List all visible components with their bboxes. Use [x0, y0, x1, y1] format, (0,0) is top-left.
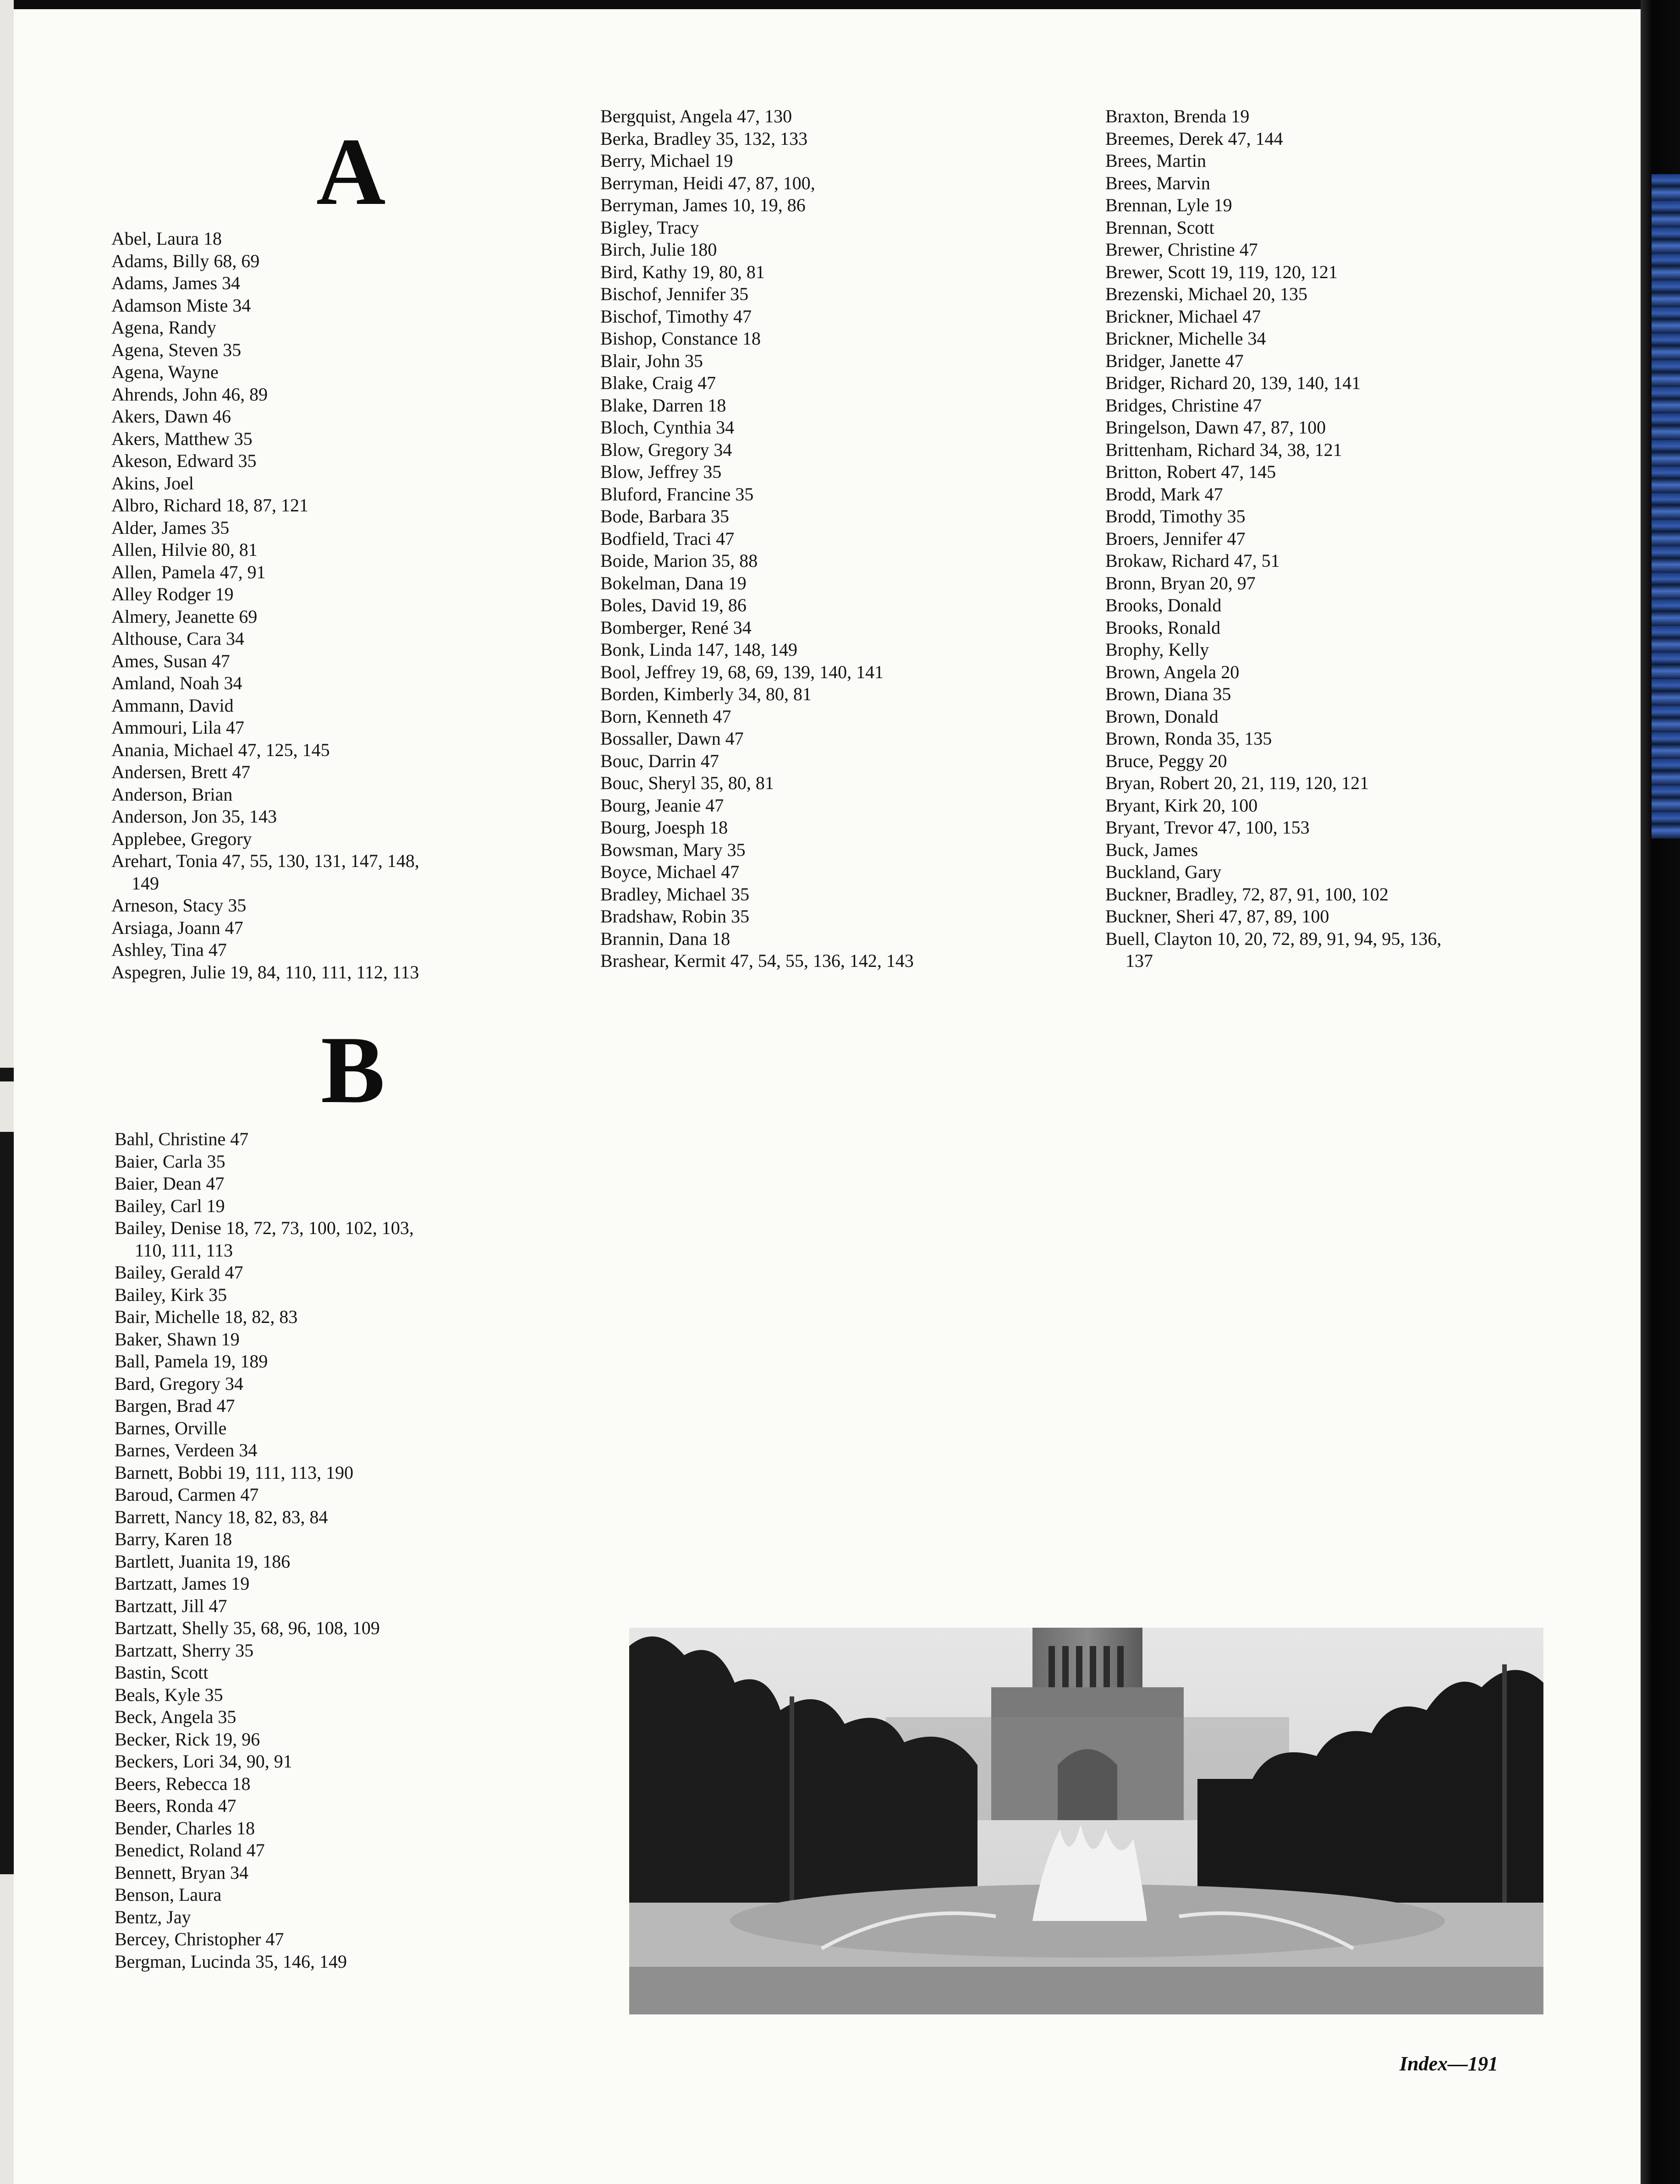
col3-index-entry: Britton, Robert 47, 145: [1105, 461, 1276, 482]
b-index-entry: Baier, Dean 47: [115, 1173, 225, 1194]
b-index-entry: Bailey, Gerald 47: [115, 1262, 243, 1283]
a-index-entry: Adamson Miste 34: [111, 295, 251, 316]
col2-index-entry: Berry, Michael 19: [600, 150, 733, 171]
col2-index-entry: Brannin, Dana 18: [600, 928, 730, 949]
section-letter-a: A: [316, 119, 386, 225]
a-index-entry: Allen, Hilvie 80, 81: [111, 539, 258, 560]
index-column-2: [600, 105, 939, 972]
col3-index-entry: Brown, Ronda 35, 135: [1105, 728, 1272, 749]
col2-index-entry: Bowsman, Mary 35: [600, 839, 746, 860]
b-index-entry: Bailey, Denise 18, 72, 73, 100, 102, 103, 110, 111, 113: [115, 1218, 414, 1261]
col3-index-entry: Brees, Marvin: [1105, 172, 1210, 193]
col2-index-entry: Boide, Marion 35, 88: [600, 550, 758, 571]
index-column-3: [1105, 105, 1444, 972]
b-index-entry: Baker, Shawn 19: [115, 1328, 240, 1350]
col3-index-entry: Brezenski, Michael 20, 135: [1105, 284, 1307, 304]
col2-index-entry: Birch, Julie 180: [600, 239, 717, 260]
a-index-entry: Aspegren, Julie 19, 84, 110, 111, 112, 113: [111, 961, 419, 982]
a-index-entry: Andersen, Brett 47: [111, 762, 251, 782]
col2-index-entry: Bischof, Jennifer 35: [600, 284, 749, 304]
b-index-entry: Bard, Gregory 34: [115, 1373, 244, 1394]
a-index-entry: Agena, Randy: [111, 317, 216, 338]
b-index-entry: Barnes, Orville: [115, 1417, 227, 1438]
col2-index-entry: Bluford, Francine 35: [600, 483, 754, 505]
b-index-entry: Barry, Karen 18: [115, 1529, 232, 1549]
b-index-entry: Bartlett, Juanita 19, 186: [115, 1551, 291, 1572]
col2-index-entry: Bouc, Darrin 47: [600, 750, 719, 771]
b-index-entry: Barnes, Verdeen 34: [115, 1440, 258, 1460]
a-index-entry: Amland, Noah 34: [111, 673, 242, 693]
b-index-entry: Baroud, Carmen 47: [115, 1484, 259, 1505]
col3-index-entry: Buck, James: [1105, 839, 1198, 860]
col2-index-entry: Boyce, Michael 47: [600, 862, 740, 882]
col2-index-entry: Bird, Kathy 19, 80, 81: [600, 261, 765, 282]
col2-index-entry: Bradley, Michael 35: [600, 883, 750, 905]
col2-index-entry: Bloch, Cynthia 34: [600, 417, 735, 438]
a-index-entry: Allen, Pamela 47, 91: [111, 561, 266, 582]
b-index-entry: Beers, Rebecca 18: [115, 1773, 251, 1794]
col2-index-entry: Bishop, Constance 18: [600, 328, 761, 349]
a-index-entry: Agena, Steven 35: [111, 339, 242, 360]
col2-index-entry: Born, Kenneth 47: [600, 706, 731, 727]
b-index-entry: Becker, Rick 19, 96: [115, 1729, 260, 1750]
a-index-entry: Arehart, Tonia 47, 55, 130, 131, 147, 148, 149: [111, 851, 419, 894]
col3-index-entry: Brewer, Scott 19, 119, 120, 121: [1105, 261, 1338, 282]
col2-index-entry: Bergquist, Angela 47, 130: [600, 106, 792, 126]
col2-index-entry: Bossaller, Dawn 47: [600, 728, 744, 749]
col2-index-entry: Bomberger, René 34: [600, 617, 752, 638]
b-index-entry: Ball, Pamela 19, 189: [115, 1351, 268, 1372]
col3-index-entry: Bryan, Robert 20, 21, 119, 120, 121: [1105, 773, 1369, 793]
section-letter-b: B: [321, 1017, 385, 1123]
col2-index-entry: Blow, Jeffrey 35: [600, 461, 722, 482]
a-index-entry: Akeson, Edward 35: [111, 450, 257, 471]
a-index-entry: Adams, Billy 68, 69: [111, 250, 260, 271]
col2-index-entry: Blow, Gregory 34: [600, 439, 732, 460]
col3-index-entry: Brees, Martin: [1105, 150, 1206, 171]
col3-index-entry: Brown, Diana 35: [1105, 684, 1231, 704]
col2-index-entry: Bokelman, Dana 19: [600, 572, 747, 593]
b-index-entry: Bercey, Christopher 47: [115, 1929, 284, 1949]
col3-index-entry: Braxton, Brenda 19: [1105, 106, 1250, 126]
b-index-entry: Benson, Laura: [115, 1884, 222, 1905]
col2-index-entry: Bigley, Tracy: [600, 217, 699, 238]
col3-index-entry: Buckner, Sheri 47, 87, 89, 100: [1105, 906, 1329, 927]
col3-index-entry: Brennan, Lyle 19: [1105, 195, 1232, 215]
page-number-label: Index—191: [1400, 2052, 1499, 2075]
col3-index-entry: Brooks, Donald: [1105, 595, 1222, 615]
col2-index-entry: Berryman, Heidi 47, 87, 100,: [600, 172, 815, 193]
index-column-b: [115, 1128, 435, 1973]
a-index-entry: Applebee, Gregory: [111, 828, 252, 849]
b-index-entry: Bahl, Christine 47: [115, 1129, 249, 1149]
b-index-entry: Bastin, Scott: [115, 1662, 209, 1683]
b-index-entry: Bartzatt, Shelly 35, 68, 96, 108, 109: [115, 1618, 380, 1638]
col3-index-entry: Bryant, Kirk 20, 100: [1105, 795, 1258, 816]
col2-index-entry: Berka, Bradley 35, 132, 133: [600, 128, 808, 149]
col2-index-entry: Borden, Kimberly 34, 80, 81: [600, 684, 812, 704]
col3-index-entry: Brewer, Christine 47: [1105, 239, 1258, 260]
a-index-entry: Akers, Matthew 35: [111, 428, 253, 449]
scan-top-edge: [0, 0, 1680, 9]
col2-index-entry: Bradshaw, Robin 35: [600, 906, 750, 927]
col3-index-entry: Broers, Jennifer 47: [1105, 528, 1246, 549]
col3-index-entry: Buell, Clayton 10, 20, 72, 89, 91, 94, 95, 136, 137: [1105, 928, 1442, 971]
col3-index-entry: Brodd, Timothy 35: [1105, 506, 1246, 527]
a-index-entry: Adams, James 34: [111, 273, 241, 293]
col2-index-entry: Bouc, Sheryl 35, 80, 81: [600, 773, 774, 793]
col3-index-entry: Buckner, Bradley, 72, 87, 91, 100, 102: [1105, 883, 1389, 905]
scan-right-edge: [1641, 0, 1680, 2184]
b-index-entry: Baier, Carla 35: [115, 1151, 225, 1172]
capitol-building-photo: [629, 1628, 1543, 2014]
a-index-entry: Anania, Michael 47, 125, 145: [111, 739, 330, 760]
col2-index-entry: Boles, David 19, 86: [600, 595, 747, 615]
col3-index-entry: Brown, Donald: [1105, 706, 1219, 727]
b-index-entry: Beals, Kyle 35: [115, 1684, 223, 1705]
a-index-entry: Arsiaga, Joann 47: [111, 917, 243, 938]
col3-index-entry: Brickner, Michael 47: [1105, 306, 1261, 327]
b-index-entry: Barnett, Bobbi 19, 111, 113, 190: [115, 1462, 354, 1483]
a-index-entry: Abel, Laura 18: [111, 228, 222, 249]
a-index-entry: Alley Rodger 19: [111, 584, 234, 604]
col3-index-entry: Brickner, Michelle 34: [1105, 328, 1266, 349]
b-index-entry: Benedict, Roland 47: [115, 1840, 265, 1860]
a-index-entry: Arneson, Stacy 35: [111, 895, 247, 916]
a-index-entry: Ashley, Tina 47: [111, 939, 227, 960]
scan-left-edge: [0, 0, 14, 2184]
col3-index-entry: Bringelson, Dawn 47, 87, 100: [1105, 417, 1326, 438]
col2-index-entry: Blair, John 35: [600, 350, 703, 371]
col3-index-entry: Brodd, Mark 47: [1105, 483, 1223, 505]
col3-index-entry: Bryant, Trevor 47, 100, 153: [1105, 817, 1310, 838]
col2-index-entry: Berryman, James 10, 19, 86: [600, 195, 806, 215]
col2-index-entry: Bonk, Linda 147, 148, 149: [600, 639, 797, 660]
b-index-entry: Bair, Michelle 18, 82, 83: [115, 1306, 298, 1327]
b-index-entry: Bentz, Jay: [115, 1906, 191, 1927]
col3-index-entry: Bruce, Peggy 20: [1105, 750, 1227, 771]
col2-index-entry: Blake, Craig 47: [600, 373, 716, 393]
a-index-entry: Althouse, Cara 34: [111, 628, 244, 649]
index-column-a: [111, 228, 432, 983]
col3-index-entry: Bridger, Richard 20, 139, 140, 141: [1105, 373, 1361, 393]
col3-index-entry: Brittenham, Richard 34, 38, 121: [1105, 439, 1342, 460]
b-index-entry: Bargen, Brad 47: [115, 1395, 235, 1416]
col3-index-entry: Brophy, Kelly: [1105, 639, 1209, 660]
b-index-entry: Bartzatt, James 19: [115, 1573, 250, 1594]
b-index-entry: Bender, Charles 18: [115, 1817, 255, 1838]
a-index-entry: Ahrends, John 46, 89: [111, 384, 268, 405]
col3-index-entry: Bridges, Christine 47: [1105, 395, 1262, 416]
a-index-entry: Ames, Susan 47: [111, 650, 230, 671]
col2-index-entry: Blake, Darren 18: [600, 395, 726, 416]
b-index-entry: Bergman, Lucinda 35, 146, 149: [115, 1951, 347, 1972]
col3-index-entry: Breemes, Derek 47, 144: [1105, 128, 1283, 149]
col2-index-entry: Bischof, Timothy 47: [600, 306, 752, 327]
b-index-entry: Beck, Angela 35: [115, 1707, 236, 1727]
b-index-entry: Bartzatt, Jill 47: [115, 1595, 227, 1616]
col3-index-entry: Bronn, Bryan 20, 97: [1105, 572, 1256, 593]
b-index-entry: Beers, Ronda 47: [115, 1795, 236, 1816]
col3-index-entry: Brown, Angela 20: [1105, 661, 1240, 682]
col2-index-entry: Bourg, Jeanie 47: [600, 795, 724, 816]
a-index-entry: Anderson, Jon 35, 143: [111, 806, 277, 827]
b-index-entry: Bailey, Kirk 35: [115, 1284, 227, 1305]
col3-index-entry: Bridger, Janette 47: [1105, 350, 1244, 371]
a-index-entry: Almery, Jeanette 69: [111, 606, 258, 627]
b-index-entry: Beckers, Lori 34, 90, 91: [115, 1751, 292, 1772]
b-index-entry: Bartzatt, Sherry 35: [115, 1640, 254, 1661]
col3-index-entry: Brooks, Ronald: [1105, 617, 1221, 638]
a-index-entry: Albro, Richard 18, 87, 121: [111, 495, 308, 516]
col2-index-entry: Bool, Jeffrey 19, 68, 69, 139, 140, 141: [600, 661, 884, 682]
b-index-entry: Barrett, Nancy 18, 82, 83, 84: [115, 1506, 328, 1527]
col2-index-entry: Bodfield, Traci 47: [600, 528, 735, 549]
col2-index-entry: Bourg, Joesph 18: [600, 817, 728, 838]
b-index-entry: Bennett, Bryan 34: [115, 1862, 249, 1883]
col3-index-entry: Brennan, Scott: [1105, 217, 1214, 238]
a-index-entry: Ammouri, Lila 47: [111, 717, 244, 738]
a-index-entry: Ammann, David: [111, 695, 234, 716]
a-index-entry: Alder, James 35: [111, 517, 230, 538]
a-index-entry: Agena, Wayne: [111, 362, 219, 382]
col2-index-entry: Bode, Barbara 35: [600, 506, 730, 527]
a-index-entry: Akers, Dawn 46: [111, 406, 231, 427]
col2-index-entry: Brashear, Kermit 47, 54, 55, 136, 142, 143: [600, 950, 914, 971]
col3-index-entry: Buckland, Gary: [1105, 862, 1222, 882]
b-index-entry: Bailey, Carl 19: [115, 1195, 225, 1216]
a-index-entry: Anderson, Brian: [111, 784, 233, 805]
col3-index-entry: Brokaw, Richard 47, 51: [1105, 550, 1280, 571]
a-index-entry: Akins, Joel: [111, 472, 194, 494]
